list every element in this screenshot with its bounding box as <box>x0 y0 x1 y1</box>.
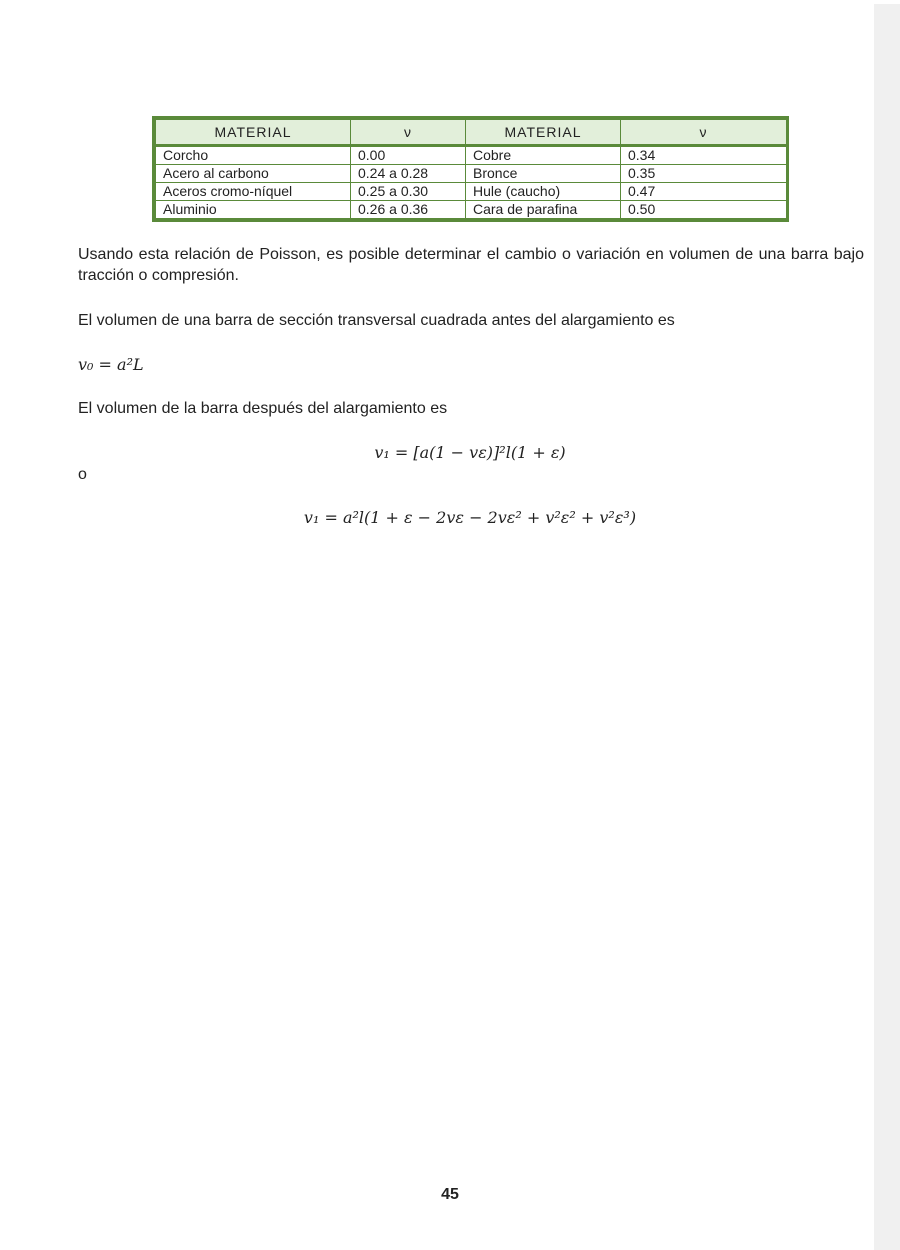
table-header-row <box>156 120 787 146</box>
table-cell: Aceros cromo-níquel <box>156 183 351 201</box>
table-cell: 0.24 a 0.28 <box>351 165 466 183</box>
table-cell: 0.00 <box>351 146 466 165</box>
header-nu-2: ν <box>621 120 787 146</box>
paragraph-poisson-intro: Usando esta relación de Poisson, es posible determinar el cambio o variación en volumen de una barra bajo tracción o compresión. <box>78 246 864 284</box>
page-number: 45 <box>441 1186 459 1203</box>
table-cell: 0.25 a 0.30 <box>351 183 466 201</box>
equation-v0: 𝑣₀ = 𝑎²𝐿 <box>78 355 144 374</box>
table-cell: Acero al carbono <box>156 165 351 183</box>
header-material-2: MATERIAL <box>466 120 621 146</box>
table-cell: Bronce <box>466 165 621 183</box>
table-cell: 0.50 <box>621 201 787 219</box>
header-nu-1: ν <box>351 120 466 146</box>
table-row <box>156 201 787 219</box>
table-row <box>156 183 787 201</box>
table-cell: 0.34 <box>621 146 787 165</box>
table-cell: Cobre <box>466 146 621 165</box>
table-cell: Hule (caucho) <box>466 183 621 201</box>
table-cell: 0.35 <box>621 165 787 183</box>
equation-v1-expanded: 𝑣₁ = 𝑎²𝑙(1 + 𝜀 − 2𝑣𝜀 − 2𝑣𝜀² + 𝑣²𝜀² + 𝑣²𝜀³) <box>303 508 637 527</box>
table-cell: Aluminio <box>156 201 351 219</box>
scrollbar[interactable] <box>874 4 900 1250</box>
table-row <box>156 165 787 183</box>
table-row <box>156 146 787 165</box>
equation-v1-factored: 𝑣₁ = [𝑎(1 − 𝑣𝜀)]²𝑙(1 + 𝜀) <box>374 443 566 462</box>
header-material-1: MATERIAL <box>156 120 351 146</box>
table-cell: 0.47 <box>621 183 787 201</box>
table-cell: Corcho <box>156 146 351 165</box>
paragraph-volume-after: El volumen de la barra después del alargamiento es <box>78 400 448 417</box>
table-cell: Cara de parafina <box>466 201 621 219</box>
paragraph-volume-before: El volumen de una barra de sección transversal cuadrada antes del alargamiento es <box>78 312 675 329</box>
poisson-ratio-table <box>152 116 789 222</box>
paragraph-or: o <box>78 466 87 483</box>
table-cell: 0.26 a 0.36 <box>351 201 466 219</box>
